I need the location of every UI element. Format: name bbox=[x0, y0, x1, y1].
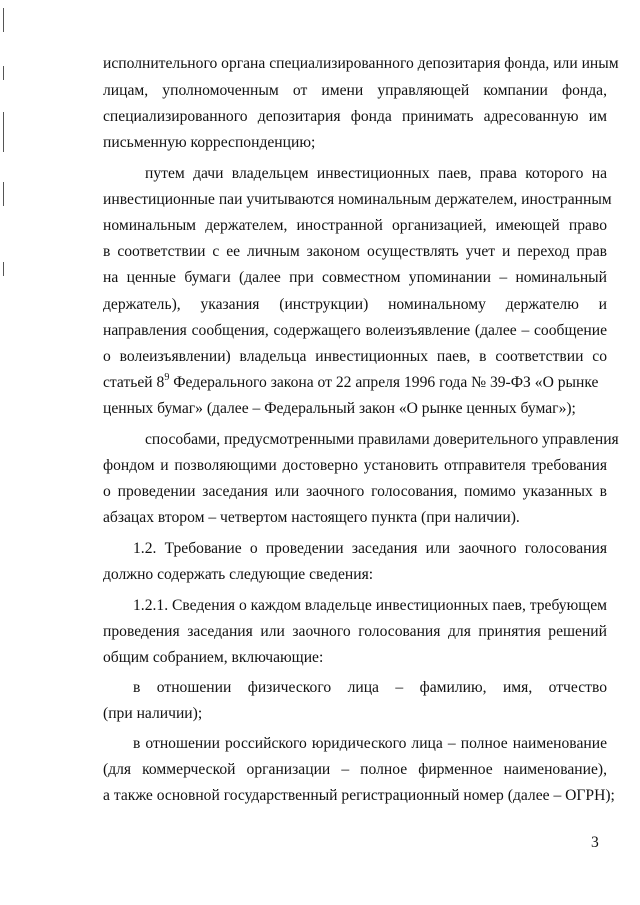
text-line: а также основной государственный регистрационный номер (далее – ОГРН); bbox=[103, 787, 615, 804]
text-line: 1.2. Требование о проведении заседания или заочного голосования bbox=[133, 540, 607, 557]
text-line: инвестиционные паи учитываются номинальным держателем, иностранным bbox=[103, 191, 612, 208]
text-line: номинальным держателем, иностранной организацией, имеющей право bbox=[103, 217, 607, 234]
text-line: 1.2.1. Сведения о каждом владельце инвестиционных паев, требующем bbox=[133, 597, 608, 614]
text-line: должно содержать следующие сведения: bbox=[103, 566, 374, 583]
margin-mark bbox=[3, 182, 4, 206]
text-line: ценных бумаг» (далее – Федеральный закон «О рынке ценных бумаг»); bbox=[103, 400, 576, 417]
text-line: держатель), указания (инструкции) номинальному держателю и bbox=[103, 296, 607, 313]
text-line: письменную корреспонденцию; bbox=[103, 134, 316, 151]
text-line: (для коммерческой организации – полное фирменное наименование), bbox=[103, 761, 607, 778]
text-line: в соответствии с ее личным законом осуществлять учет и переход прав bbox=[103, 243, 607, 260]
text-line: о проведении заседания или заочного голосования, помимо указанных в bbox=[103, 483, 607, 500]
text-line: проведения заседания или заочного голосования для принятия решений bbox=[103, 623, 607, 640]
text-line: абзацах втором – четвертом настоящего пункта (при наличии). bbox=[103, 509, 520, 526]
text-line: исполнительного органа специализированного депозитария фонда, или иным bbox=[103, 55, 619, 72]
margin-mark bbox=[3, 8, 4, 32]
text-line: путем дачи владельцем инвестиционных паев, права которого на bbox=[145, 165, 607, 182]
text-fragment: статьей 8 bbox=[103, 374, 165, 391]
margin-mark bbox=[3, 66, 4, 80]
superscript: 9 bbox=[164, 371, 170, 383]
text-line: в отношении российского юридического лица – полное наименование bbox=[133, 735, 607, 752]
text-line: направления сообщения, содержащего волеизъявление (далее – сообщение bbox=[103, 322, 607, 339]
text-line bbox=[103, 373, 607, 393]
text-line: способами, предусмотренными правилами доверительного управления bbox=[145, 431, 619, 448]
text-line: общим собранием, включающие: bbox=[103, 649, 324, 666]
text-line: специализированного депозитария фонда принимать адресованную им bbox=[103, 108, 607, 125]
text-fragment: Федерального закона от 22 апреля 1996 года № 39-ФЗ «О рынке bbox=[169, 374, 599, 391]
text-line: о волеизъявлении) владельца инвестиционных паев, в соответствии со bbox=[103, 348, 607, 365]
margin-mark bbox=[3, 262, 4, 276]
text-line: на ценные бумаги (далее при совместном упоминании – номинальный bbox=[103, 269, 607, 286]
text-line: (при наличии); bbox=[103, 705, 203, 722]
text-line: в отношении физического лица – фамилию, имя, отчество bbox=[133, 679, 607, 696]
text-line: фондом и позволяющими достоверно установить отправителя требования bbox=[103, 457, 607, 474]
margin-mark bbox=[3, 112, 4, 152]
page-number: 3 bbox=[591, 834, 599, 851]
text-line: лицам, уполномоченным от имени управляющей компании фонда, bbox=[103, 82, 607, 99]
